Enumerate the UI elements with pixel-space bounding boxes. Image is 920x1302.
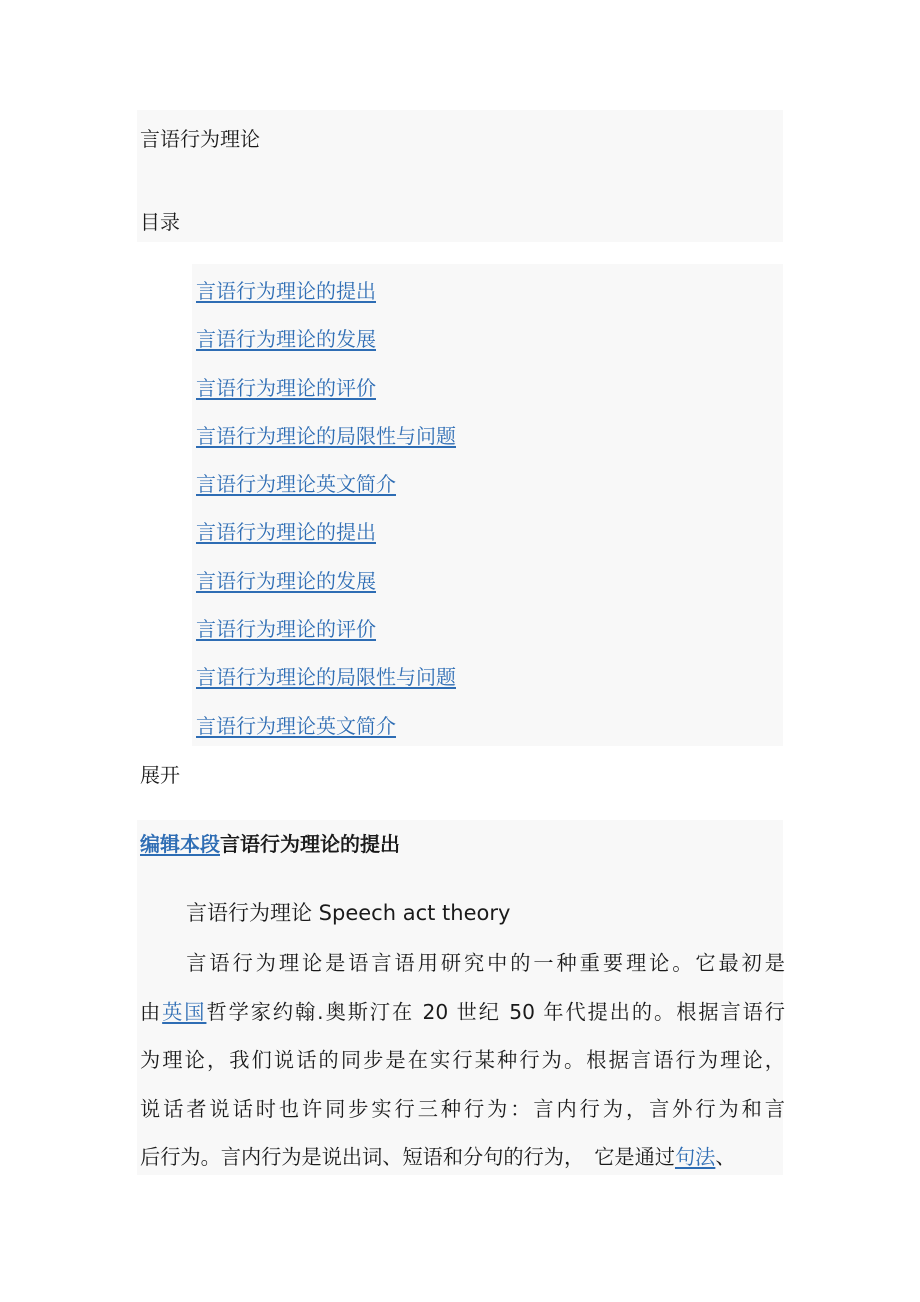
- document-title: 言语行为理论: [140, 127, 260, 151]
- toc-item: [196, 421, 456, 469]
- paragraph-line: [140, 994, 785, 1043]
- toc-list: [196, 276, 456, 759]
- toc-item: [196, 469, 456, 517]
- edit-section-link[interactable]: 编辑本段: [140, 832, 220, 856]
- toc-link-english-intro[interactable]: 言语行为理论英文简介: [196, 472, 396, 497]
- section-heading: [140, 829, 400, 859]
- link-syntax[interactable]: 句法: [674, 1145, 716, 1169]
- toc-item: [196, 517, 456, 565]
- section-title: 言语行为理论的提出: [220, 832, 400, 856]
- toc-link-development[interactable]: 言语行为理论的发展: [196, 327, 376, 352]
- toc-link-limitations[interactable]: 言语行为理论的局限性与问题: [196, 665, 456, 690]
- toc-item: [196, 711, 456, 759]
- paragraph-line: [140, 1139, 785, 1188]
- paragraph-line: 为理论，我们说话的同步是在实行某种行为。根据言语行为理论，: [140, 1048, 785, 1072]
- paragraph-line: 言语行为理论是语言语用研究中的一种重要理论。它最初是: [140, 951, 785, 975]
- toc-item: [196, 662, 456, 710]
- paragraph-text: 哲学家约翰.奥斯汀在 20 世纪 50 年代提出的。根据言语行: [206, 999, 785, 1024]
- toc-item: [196, 373, 456, 421]
- toc-link-evaluation[interactable]: 言语行为理论的评价: [196, 617, 376, 642]
- paragraph-line: 说话者说话时也许同步实行三种行为：言内行为，言外行为和言: [140, 1096, 785, 1121]
- toc-link-limitations[interactable]: 言语行为理论的局限性与问题: [196, 423, 456, 448]
- paragraph-text: 后行为。言内行为是说出词、短语和分句的行为， 它是通过: [140, 1145, 675, 1169]
- toc-heading: 目录: [140, 210, 180, 234]
- toc-link-proposal[interactable]: 言语行为理论的提出: [196, 279, 376, 303]
- toc-item: [196, 614, 456, 662]
- toc-item: [196, 276, 456, 324]
- paragraph-text: 、: [715, 1145, 736, 1169]
- link-uk[interactable]: 英国: [162, 999, 207, 1024]
- expand-toggle[interactable]: 展开: [140, 763, 180, 787]
- toc-link-development[interactable]: 言语行为理论的发展: [196, 568, 376, 593]
- toc-item: [196, 324, 456, 372]
- body-paragraph: [140, 945, 785, 1188]
- section-subtitle: 言语行为理论 Speech act theory: [186, 901, 511, 925]
- toc-link-proposal[interactable]: 言语行为理论的提出: [196, 520, 376, 545]
- toc-link-english-intro[interactable]: 言语行为理论英文简介: [196, 713, 396, 738]
- paragraph-text: 由: [140, 999, 163, 1024]
- toc-link-evaluation[interactable]: 言语行为理论的评价: [196, 375, 376, 400]
- toc-item: [196, 566, 456, 614]
